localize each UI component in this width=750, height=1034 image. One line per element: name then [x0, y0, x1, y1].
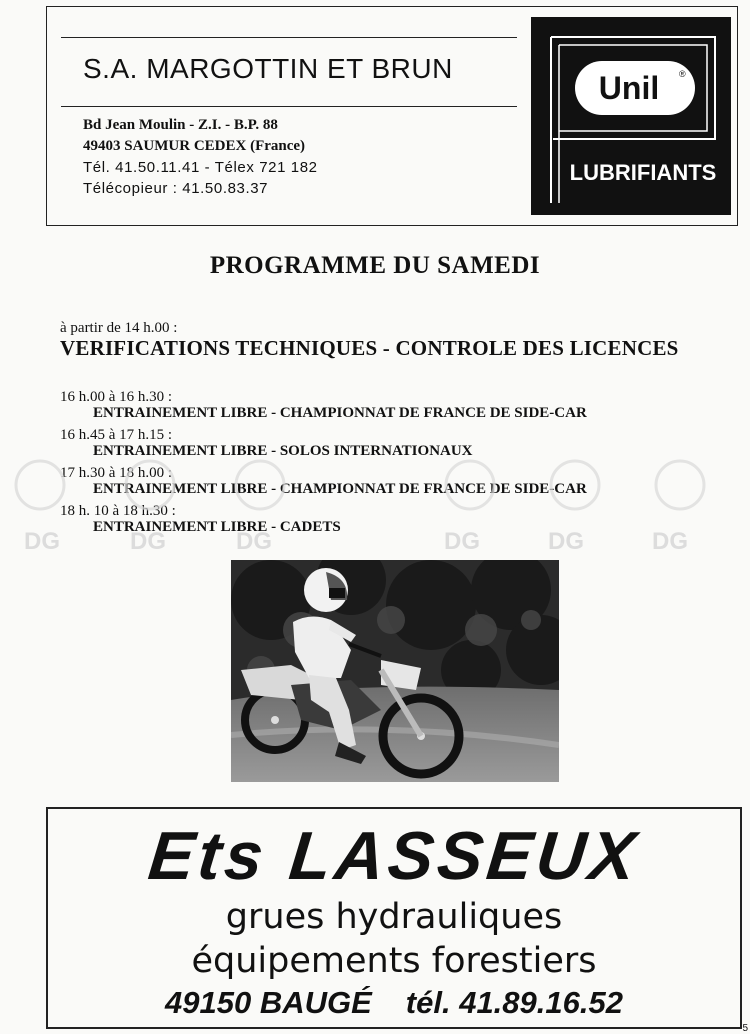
watermark-text: DG — [652, 528, 688, 555]
fax-number: Télécopieur : 41.50.83.37 — [83, 180, 269, 197]
lasseux-contact — [48, 985, 740, 1021]
slot-time: 16 h.45 à 17 h.15 : — [60, 427, 173, 443]
watermark-text: DG — [24, 528, 60, 555]
slot-label: ENTRAINEMENT LIBRE - CHAMPIONNAT DE FRANCE DE SIDE-CAR — [93, 481, 587, 497]
slot-label: ENTRAINEMENT LIBRE - CHAMPIONNAT DE FRANCE DE SIDE-CAR — [93, 405, 587, 421]
margottin-advert — [46, 6, 738, 226]
slot-time: 16 h.00 à 16 h.30 : — [60, 389, 173, 405]
lasseux-line-1: grues hydrauliques — [225, 897, 563, 937]
bottom-rule — [61, 106, 517, 107]
telephone-telex: Tél. 41.50.11.41 - Télex 721 182 — [83, 159, 318, 176]
logo-subtitle-text: LUBRIFIANTS — [569, 160, 717, 185]
watermark-text: DG — [444, 528, 480, 555]
lasseux-company-name: Ets LASSEUX — [145, 818, 643, 894]
programme-title: PROGRAMME DU SAMEDI — [209, 252, 541, 279]
company-name: S.A. MARGOTTIN ET BRUN — [83, 53, 453, 84]
logo-brand-text: Unil — [598, 70, 660, 106]
lasseux-advert — [46, 807, 742, 1029]
watermark-text: DG — [236, 528, 272, 555]
intro-time: à partir de 14 h.00 : — [60, 320, 178, 336]
slot-time: 18 h. 10 à 18 h.30 : — [60, 503, 176, 519]
unil-lubrifiants-logo — [531, 17, 731, 215]
slot-label: ENTRAINEMENT LIBRE - SOLOS INTERNATIONAUX — [93, 443, 473, 459]
address-line-2: 49403 SAUMUR CEDEX (France) — [83, 138, 306, 154]
intro-title: VERIFICATIONS TECHNIQUES - CONTROLE DES LICENCES — [60, 336, 679, 360]
slot-time: 17 h.30 à 18 h.00 : — [60, 465, 173, 481]
watermark-text: DG — [130, 528, 166, 555]
top-rule — [61, 37, 517, 38]
motocross-photo — [231, 560, 559, 782]
lasseux-postcode-city: 49150 BAUGÉ — [165, 985, 372, 1020]
logo-registered-mark: ® — [679, 69, 686, 79]
slot-label: ENTRAINEMENT LIBRE - CADETS — [93, 519, 341, 535]
watermark-text: DG — [548, 528, 584, 555]
lasseux-telephone: tél. 41.89.16.52 — [405, 985, 623, 1020]
lasseux-line-2: équipements forestiers — [191, 941, 597, 981]
address-line-1: Bd Jean Moulin - Z.I. - B.P. 88 — [83, 117, 278, 133]
page-number: 5 — [742, 1023, 748, 1034]
